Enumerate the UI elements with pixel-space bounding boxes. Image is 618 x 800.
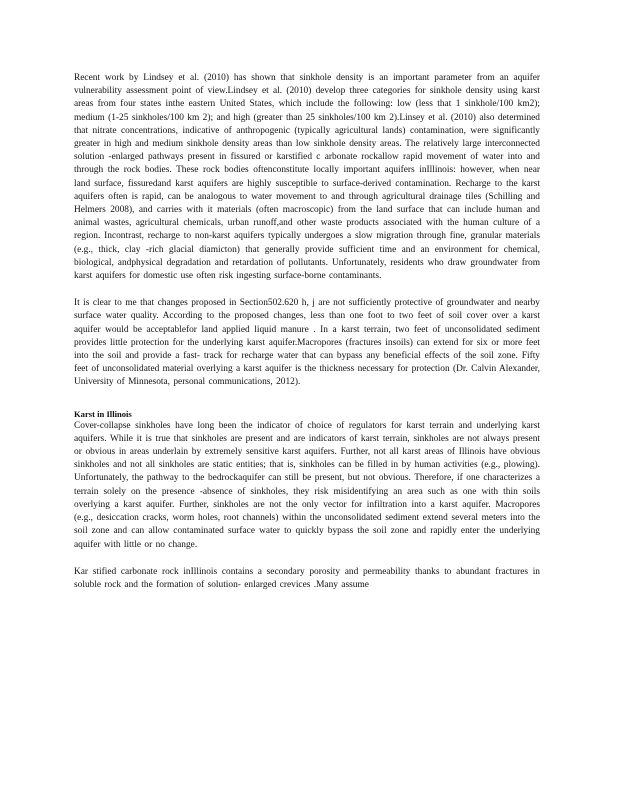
- paragraph-cover-collapse: Cover-collapse sinkholes have long been the indicator of choice of regulators for karst terrain and underlying karst aquifers. While it is true that sinkholes are present and are indicators of karst terrain, sinkholes are not always present or obvious in areas underlain by extremely sensitive karst aquifers. Further, not all karst areas of Illinois have obvious sinkholes and not all sinkholes are static entities; that is, sinkholes can be filled in by human activities (e.g., plowing). Unfortunately, the pathway to the bedrockaquifer can still be present, but not obvious. Therefore, if one characterizes a terrain solely on the presence -absence of sinkholes, they risk misidentifying an area such as one with thin soils overlying a karst aquifer. Further, sinkholes are not the only vector for infiltration into a karst aquifer. Macropores (e.g., desiccation cracks, worm holes, root channels) within the unconsolidated sediment extend several meters into the soil zone and can allow contaminated surface water to quickly bypass the soil zone and rapidly enter the underlying aquifer with little or no change.: [74, 420, 540, 550]
- document-page: [74, 72, 540, 606]
- paragraph-section-502-620: It is clear to me that changes proposed in Section502.620 h, j are not sufficiently protective of groundwater and nearby surface water quality. According to the proposed changes, less than one foot to two feet of soil cover over a karst aquifer would be acceptablefor land applied liquid manure . In a karst terrain, two feet of unconsolidated sediment provides little protection for the underlying karst aquifer.Macropores (fractures insoils) can extend for six or more feet into the soil and provide a fast- track for recharge water that can bypass any beneficial effects of the soil zone. Fifty feet of unconsolidated material overlying a karst aquifer is the thickness necessary for protection (Dr. Calvin Alexander, University of Minnesota, personal communications, 2012).: [74, 298, 540, 388]
- paragraph-karstified-carbonate: Kar stified carbonate rock inIllinois contains a secondary porosity and permeability thanks to abundant fractures in soluble rock and the formation of solution- enlarged crevices .Many assume: [74, 566, 540, 590]
- paragraph-sinkhole-density: Recent work by Lindsey et al. (2010) has shown that sinkhole density is an important parameter from an aquifer vulnerability assessment point of view.Lindsey et al. (2010) develop three categories for sinkhole density using karst areas from four states inthe eastern United States, which include the following: low (less that 1 sinkhole/100 km2); medium (1-25 sinkholes/100 km 2); and high (greater than 25 sinkholes/100 km 2).Linsey et al. (2010) also determined that nitrate concentrations, indicative of anthropogenic (typically agricultural lands) contamination, were significantly greater in high and medium sinkhole density areas than low sinkhole density areas. The relatively large interconnected solution -enlarged pathways present in fissured or karstified c arbonate rockallow rapid movement of water into and through the rock bodies. These rock bodies oftenconstitute locally important aquifers inIllinois: however, when near land surface, fissuredand karst aquifers are highly susceptible to surface-derived contamination. Recharge to the karst aquifers often is rapid, can be analogous to water movement to and through agricultural drainage tiles (Schilling and Helmers 2008), and carries with it materials (often macroscopic) from the land surface that can include human and animal wastes, agricultural chemicals, urban runoff,and other waste products associated with the human culture of a region. Incontrast, recharge to non-karst aquifers typically undergoes a slow migration through fine, granular materials (e.g., thick, clay -rich glacial diamicton) that generally provide sufficient time and an environment for chemical, biological, andphysical degradation and retardation of pollutants. Unfortunately, residents who draw groundwater from karst aquifers for domestic use often risk ingesting surface-borne contaminants.: [74, 73, 540, 282]
- section-heading: Karst in Illinois: [74, 408, 132, 419]
